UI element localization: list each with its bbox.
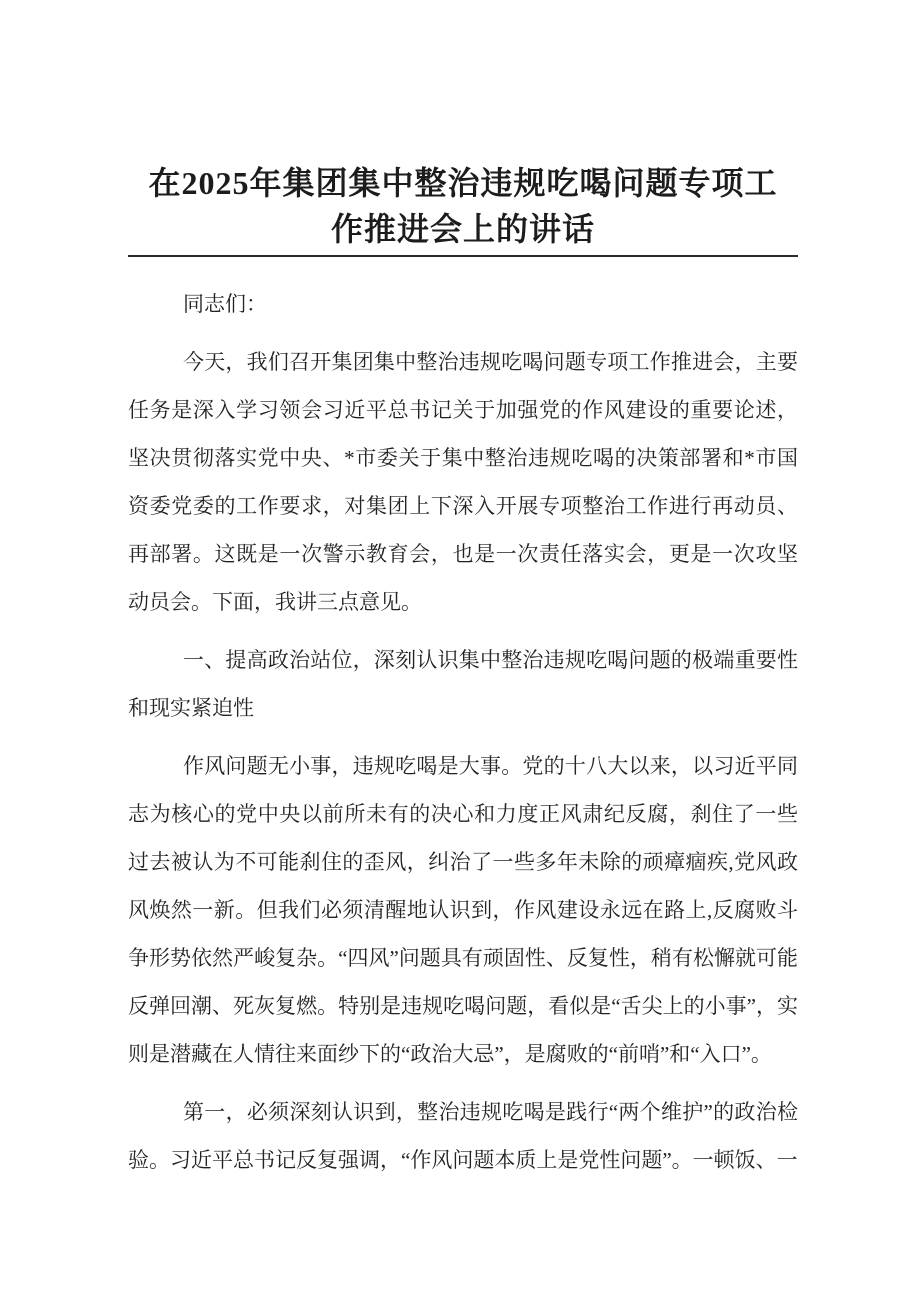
document-body	[128, 280, 798, 1184]
document-title	[128, 160, 798, 252]
intro-paragraph: 今天，我们召开集团集中整治违规吃喝问题专项工作推进会，主要任务是深入学习领会习近平总书记关于加强党的作风建设的重要论述，坚决贯彻落实党中央、*市委关于集中整治违规吃喝的决策部署和*市国资委党委的工作要求，对集团上下深入开展专项整治工作进行再动员、再部署。这既是一次警示教育会，也是一次责任落实会，更是一次攻坚动员会。下面，我讲三点意见。	[128, 350, 798, 614]
document-title-line-1: 在2025年集团集中整治违规吃喝问题专项工	[148, 165, 778, 201]
document-title-line-2: 作推进会上的讲话	[330, 211, 595, 247]
body-paragraph: 作风问题无小事，违规吃喝是大事。党的十八大以来，以习近平同志为核心的党中央以前所未有的决心和力度正风肃纪反腐，刹住了一些过去被认为不可能刹住的歪风，纠治了一些多年未除的顽瘴痼疾,党风政风焕然一新。但我们必须清醒地认识到，作风建设永远在路上,反腐败斗争形势依然严峻复杂。“四风”问题具有顽固性、反复性，稍有松懈就可能反弹回潮、死灰复燃。特别是违规吃喝问题，看似是“舌尖上的小事”，实则是潜藏在人情往来面纱下的“政治大忌”，是腐败的“前哨”和“入口”。	[128, 754, 798, 1066]
body-paragraph-truncated: 第一，必须深刻认识到，整治违规吃喝是践行“两个维护”的政治检验。习近平总书记反复强调，“作风问题本质上是党性问题”。一顿饭、一	[128, 1100, 798, 1172]
section-heading-1: 一、提高政治站位，深刻认识集中整治违规吃喝问题的极端重要性和现实紧迫性	[128, 648, 798, 720]
title-rule	[128, 255, 798, 257]
document-content	[0, 160, 920, 1184]
salutation-paragraph: 同志们：	[183, 292, 267, 316]
